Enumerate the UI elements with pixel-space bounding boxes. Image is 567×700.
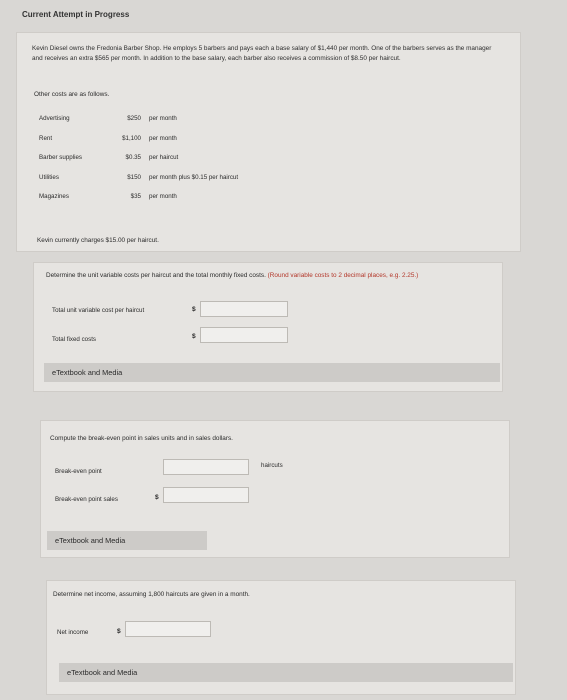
part-1-question: Determine the unit variable costs per haircut and the total monthly fixed costs. bbox=[46, 272, 266, 279]
haircuts-unit-label: haircuts bbox=[261, 462, 283, 469]
cost-name: Magazines bbox=[39, 193, 69, 200]
net-income-label: Net income bbox=[57, 629, 89, 636]
part-1-prompt bbox=[46, 272, 418, 279]
currency-symbol: $ bbox=[117, 628, 121, 635]
etextbook-link[interactable]: eTextbook and Media bbox=[47, 531, 207, 550]
cost-amount: $250 bbox=[127, 115, 141, 122]
cost-unit: per month bbox=[149, 115, 177, 122]
cost-name: Utilities bbox=[39, 174, 59, 181]
problem-intro: Kevin Diesel owns the Fredonia Barber Shop. He employs 5 barbers and pays each a base salary of $1,440 per month. One of the barbers serves as the manager and receives an extra $565 per month. In addition to the base salary, each barber also receives a commission of $8.50 per haircut. bbox=[32, 45, 492, 62]
cost-amount: $0.35 bbox=[125, 154, 141, 161]
cost-name: Advertising bbox=[39, 115, 70, 122]
currency-symbol: $ bbox=[155, 494, 159, 501]
part-2-panel bbox=[40, 420, 510, 558]
unit-variable-cost-label: Total unit variable cost per haircut bbox=[52, 307, 145, 314]
break-even-units-input[interactable] bbox=[163, 459, 249, 475]
cost-name: Rent bbox=[39, 135, 53, 142]
break-even-sales-label: Break-even point sales bbox=[55, 496, 118, 503]
part-2-prompt: Compute the break-even point in sales units and in sales dollars. bbox=[50, 435, 233, 442]
cost-amount: $1,100 bbox=[122, 135, 141, 142]
rounding-hint: (Round variable costs to 2 decimal places, e.g. 2.25.) bbox=[267, 272, 419, 279]
cost-name: Barber supplies bbox=[39, 154, 82, 161]
cost-unit: per month bbox=[149, 193, 177, 200]
cost-amount: $150 bbox=[127, 174, 141, 181]
break-even-sales-input[interactable] bbox=[163, 487, 249, 503]
part-3-panel bbox=[46, 580, 516, 695]
current-charge: Kevin currently charges $15.00 per haircut. bbox=[37, 237, 159, 244]
problem-statement bbox=[16, 32, 521, 252]
other-costs-label: Other costs are as follows. bbox=[34, 91, 110, 98]
etextbook-link[interactable]: eTextbook and Media bbox=[59, 663, 513, 682]
cost-amount: $35 bbox=[130, 193, 141, 200]
unit-variable-cost-input[interactable] bbox=[200, 301, 288, 317]
fixed-costs-label: Total fixed costs bbox=[52, 336, 97, 343]
cost-unit: per month plus $0.15 per haircut bbox=[149, 174, 239, 181]
part-1-panel bbox=[33, 262, 503, 392]
etextbook-link[interactable]: eTextbook and Media bbox=[44, 363, 500, 382]
page-header: Current Attempt in Progress bbox=[22, 10, 130, 19]
cost-unit: per haircut bbox=[149, 154, 179, 161]
currency-symbol: $ bbox=[192, 306, 196, 313]
cost-unit: per month bbox=[149, 135, 177, 142]
part-3-prompt: Determine net income, assuming 1,800 haircuts are given in a month. bbox=[53, 591, 250, 598]
currency-symbol: $ bbox=[192, 333, 196, 340]
break-even-units-label: Break-even point bbox=[55, 468, 102, 475]
net-income-input[interactable] bbox=[125, 621, 211, 637]
fixed-costs-input[interactable] bbox=[200, 327, 288, 343]
